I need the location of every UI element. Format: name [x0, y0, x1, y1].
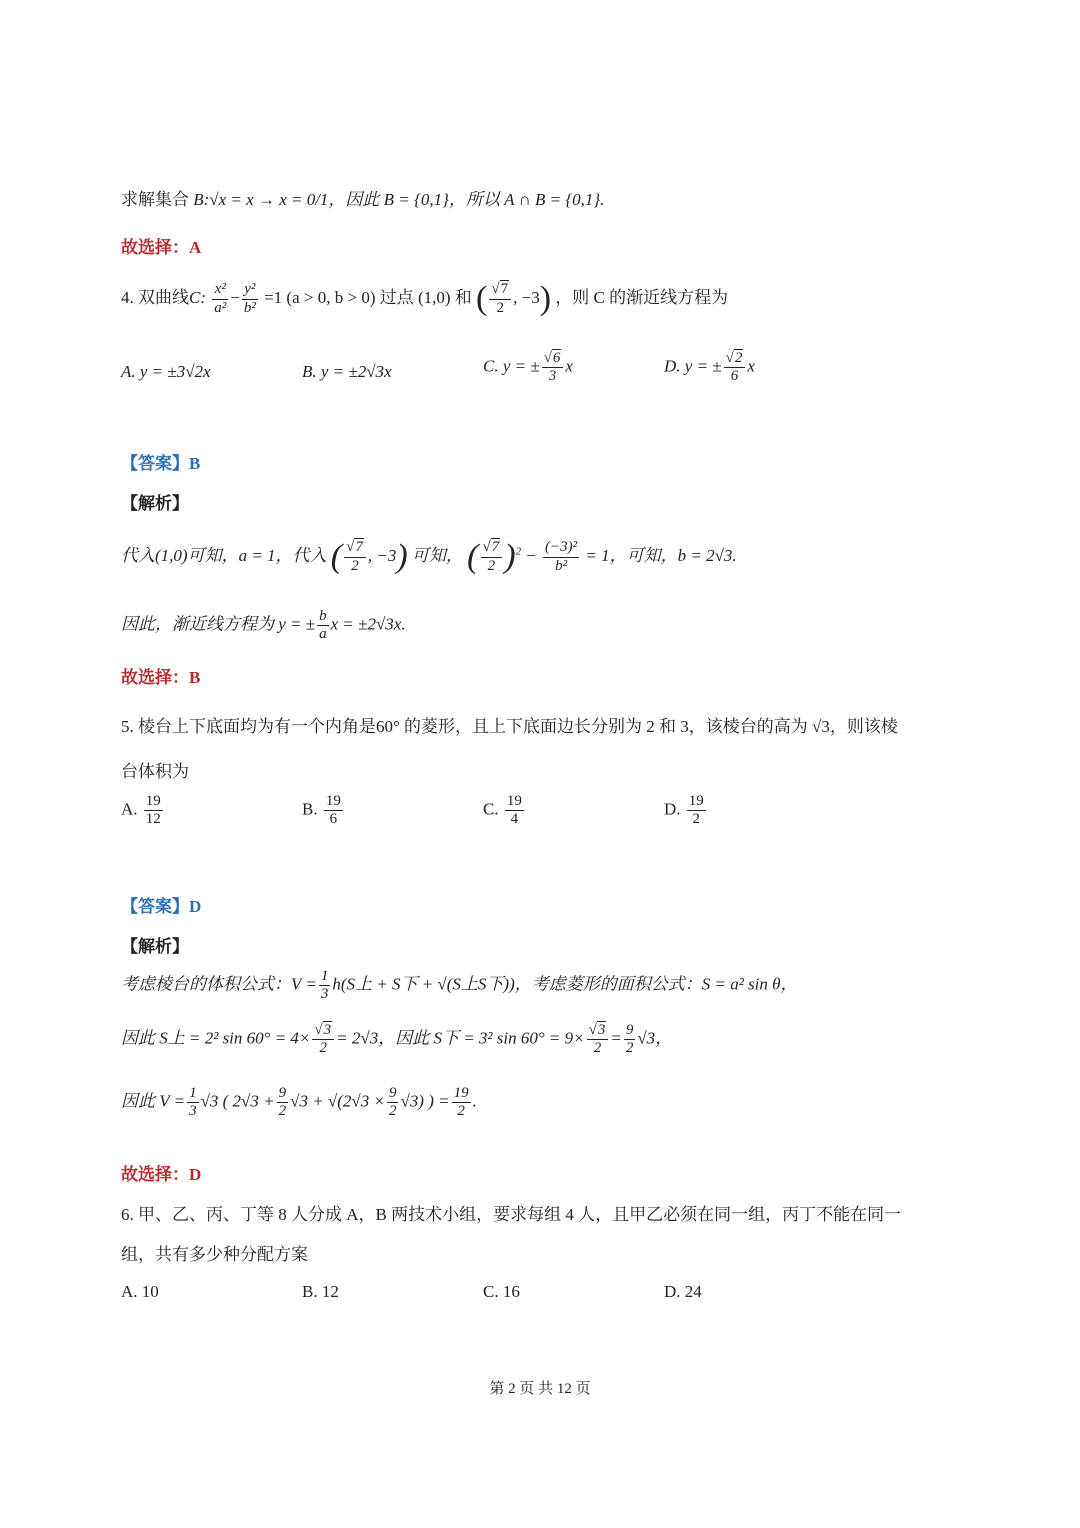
text-body: B:√x = x → x = 0/1，因此 B = {0,1}，所以 A ∩ B = {0,1}.: [193, 190, 605, 209]
fraction-19-12: [144, 793, 163, 829]
fraction-1-3b: $\frac{1}{3}$: [189, 1085, 197, 1120]
solution-line-set-b: [121, 185, 604, 210]
fraction-sqrt3-2b: $\frac{√3}{2}$: [587, 1022, 609, 1058]
q5-option-c[interactable]: [483, 793, 526, 829]
fraction-9-2b: $\frac{9}{2}$: [278, 1085, 287, 1120]
num: 19: [505, 793, 524, 811]
analysis-5-line-1: [121, 968, 798, 1004]
opt-c-text: C. y = ±: [483, 356, 540, 376]
num: 19: [324, 793, 343, 811]
opt-d-text: D. y = ±: [664, 356, 722, 376]
fraction-sqrt6-3: $\frac{√6}{3}$: [542, 350, 564, 386]
den: 6: [329, 811, 338, 828]
t2: √3 ( 2√3 +: [200, 1091, 275, 1111]
question-6-stem-1: 6. 甲、乙、丙、丁等 8 人分成 A，B 两技术小组，要求每组 4 人，且甲乙必须在同一组，丙丁不能在同一: [121, 1205, 902, 1224]
choice-line-4: 故选择：B: [121, 668, 201, 687]
num: 19: [144, 793, 163, 811]
fraction-x2-a2: $\frac{\text{x²}}{\text{a²}}$: [214, 281, 227, 316]
q6-option-b[interactable]: B. 12: [302, 1282, 339, 1301]
den: 2: [692, 811, 701, 828]
q5-opt-b-label: B.: [302, 799, 318, 819]
fraction-19-4: [505, 793, 524, 829]
q5-opt-d-label: D.: [664, 799, 681, 819]
q4-suffix: ，则 C 的渐近线方程为: [555, 287, 729, 307]
question-6-stem-2: 组，共有多少种分配方案: [121, 1245, 308, 1264]
fraction-neg3sq-b2: $\frac{\text{(−3)²}}{\text{b²}}$: [545, 539, 578, 574]
analysis-5-line-3: 因此 V = $\frac{1}{3}$ √3 ( 2√3 + $\frac{9}{2}$ √3 + √(2√3 × $\frac{9}{2}$ √3) ) = $\frac{19}{2}$ .: [121, 1085, 477, 1120]
choice-line-5: 故选择：D: [121, 1165, 202, 1184]
fraction-sqrt7-2c: $\frac{√7}{2}$: [481, 539, 503, 575]
fraction-19-6: [324, 793, 343, 829]
fraction-1-3: $\frac{1}{3}$: [320, 968, 329, 1003]
q4-prefix: 4. 双曲线: [121, 287, 189, 307]
question-5-stem-1: 5. 棱台上下底面均为有一个内角是60° 的菱形，且上下底面边长分别为 2 和 3，该棱台的高为 √3，则该棱: [121, 717, 898, 736]
q4-option-b[interactable]: B. y = ±2√3x: [302, 362, 392, 381]
answer-4: 【答案】B: [121, 454, 201, 473]
q6-option-c[interactable]: C. 16: [483, 1282, 520, 1301]
a1-text: 代入(1,0)可知，a = 1，代入: [121, 545, 327, 565]
t3: √3，: [637, 1028, 673, 1048]
fraction-19-2-result: $\frac{19}{2}$: [453, 1085, 469, 1120]
page-footer: 第 2 页 共 12 页: [489, 1381, 591, 1397]
question-4-stem: 4. 双曲线C: $\frac{\text{x²}}{\text{a²}}$ − $\frac{\text{y²}}{\text{b²}}$ =1 (a > 0, b > 0) 过点 (1,0) 和 ( $\frac{√7}{2}$ , −3) ，则 C 的渐近线方程为: [121, 280, 729, 317]
t3: √3 + √(2√3 ×: [290, 1091, 385, 1111]
text-prefix: 求解集合: [121, 190, 189, 209]
fraction-sqrt2-6: $\frac{√2}{6}$: [724, 350, 746, 386]
t: 考虑棱台的体积公式：V =: [121, 974, 317, 994]
fraction-sqrt3-2a: $\frac{√3}{2}$: [312, 1022, 334, 1058]
q4-option-a[interactable]: A. y = ±3√2x: [121, 362, 211, 381]
q5-option-a[interactable]: [121, 793, 165, 829]
analysis-5-line-2: 因此 S上 = 2² sin 60° = 4× $\frac{√3}{2}$ = 2√3，因此 S下 = 3² sin 60° = 9× $\frac{√3}{2}$ = $\frac{9}{2}$ √3，: [121, 1022, 673, 1057]
a1c-text: = 1，可知，b = 2√3.: [585, 545, 737, 565]
analysis-5-heading: 【解析】: [121, 937, 189, 956]
analysis-4-line-1: 代入(1,0)可知，a = 1，代入 ( $\frac{√7}{2}$ , −3) 可知， ( $\frac{√7}{2}$ )$^2$ − $\frac{\text{(−3)²}}{\text{b²}}$ = 1，可知，b = 2√3.: [121, 538, 737, 575]
t2: h(S上 + S下 + √(S上S下))，考虑菱形的面积公式：S = a² sin θ，: [332, 974, 798, 994]
t: 因此 S上 = 2² sin 60° = 4×: [121, 1028, 311, 1048]
den: 4: [510, 811, 519, 828]
q6-option-d[interactable]: D. 24: [664, 1282, 702, 1301]
q4-option-d[interactable]: D. y = ± $\frac{√2}{6}$ x: [664, 350, 755, 385]
t2: = 2√3，因此 S下 = 3² sin 60° = 9×: [336, 1028, 585, 1048]
q5-option-d[interactable]: [664, 793, 708, 829]
fraction-9-2c: $\frac{9}{2}$: [388, 1085, 397, 1120]
a2-text: 因此，渐近线方程为 y = ±: [121, 614, 316, 634]
fraction-sqrt7-2b: $\frac{√7}{2}$: [344, 539, 366, 575]
analysis-4-line-2: [121, 608, 406, 644]
den: 12: [145, 811, 161, 828]
analysis-4-heading: 【解析】: [121, 494, 189, 513]
choice-line-3: 故选择：A: [121, 238, 202, 257]
fraction-y2-b2: $\frac{\text{y²}}{\text{b²}}$: [243, 281, 256, 316]
t4: √3) ) =: [400, 1091, 450, 1111]
t: 因此 V =: [121, 1091, 186, 1111]
question-5-stem-2: 台体积为: [121, 762, 189, 781]
q5-opt-a-label: A.: [121, 799, 138, 819]
q5-opt-c-label: C.: [483, 799, 499, 819]
answer-5: 【答案】D: [121, 897, 202, 916]
a2b-text: x = ±2√3x.: [330, 614, 406, 634]
q6-option-a[interactable]: A. 10: [121, 1282, 159, 1301]
a1b-text: 可知，: [411, 545, 463, 565]
q4-option-c[interactable]: C. y = ± $\frac{√6}{3}$ x: [483, 350, 573, 385]
fraction-9-2a: $\frac{9}{2}$: [625, 1022, 634, 1057]
fraction-19-2: [687, 793, 706, 829]
q4-curve: C:: [189, 287, 206, 307]
num: 19: [687, 793, 706, 811]
q5-option-b[interactable]: [302, 793, 345, 829]
q4-cond: =1 (a > 0, b > 0) 过点 (1,0) 和: [264, 287, 472, 307]
fraction-sqrt7-2: $\frac{√7}{2}$: [489, 281, 511, 317]
q4-point: , −3: [513, 287, 540, 307]
fraction-b-a: $\frac{b}{a}$: [319, 608, 327, 643]
